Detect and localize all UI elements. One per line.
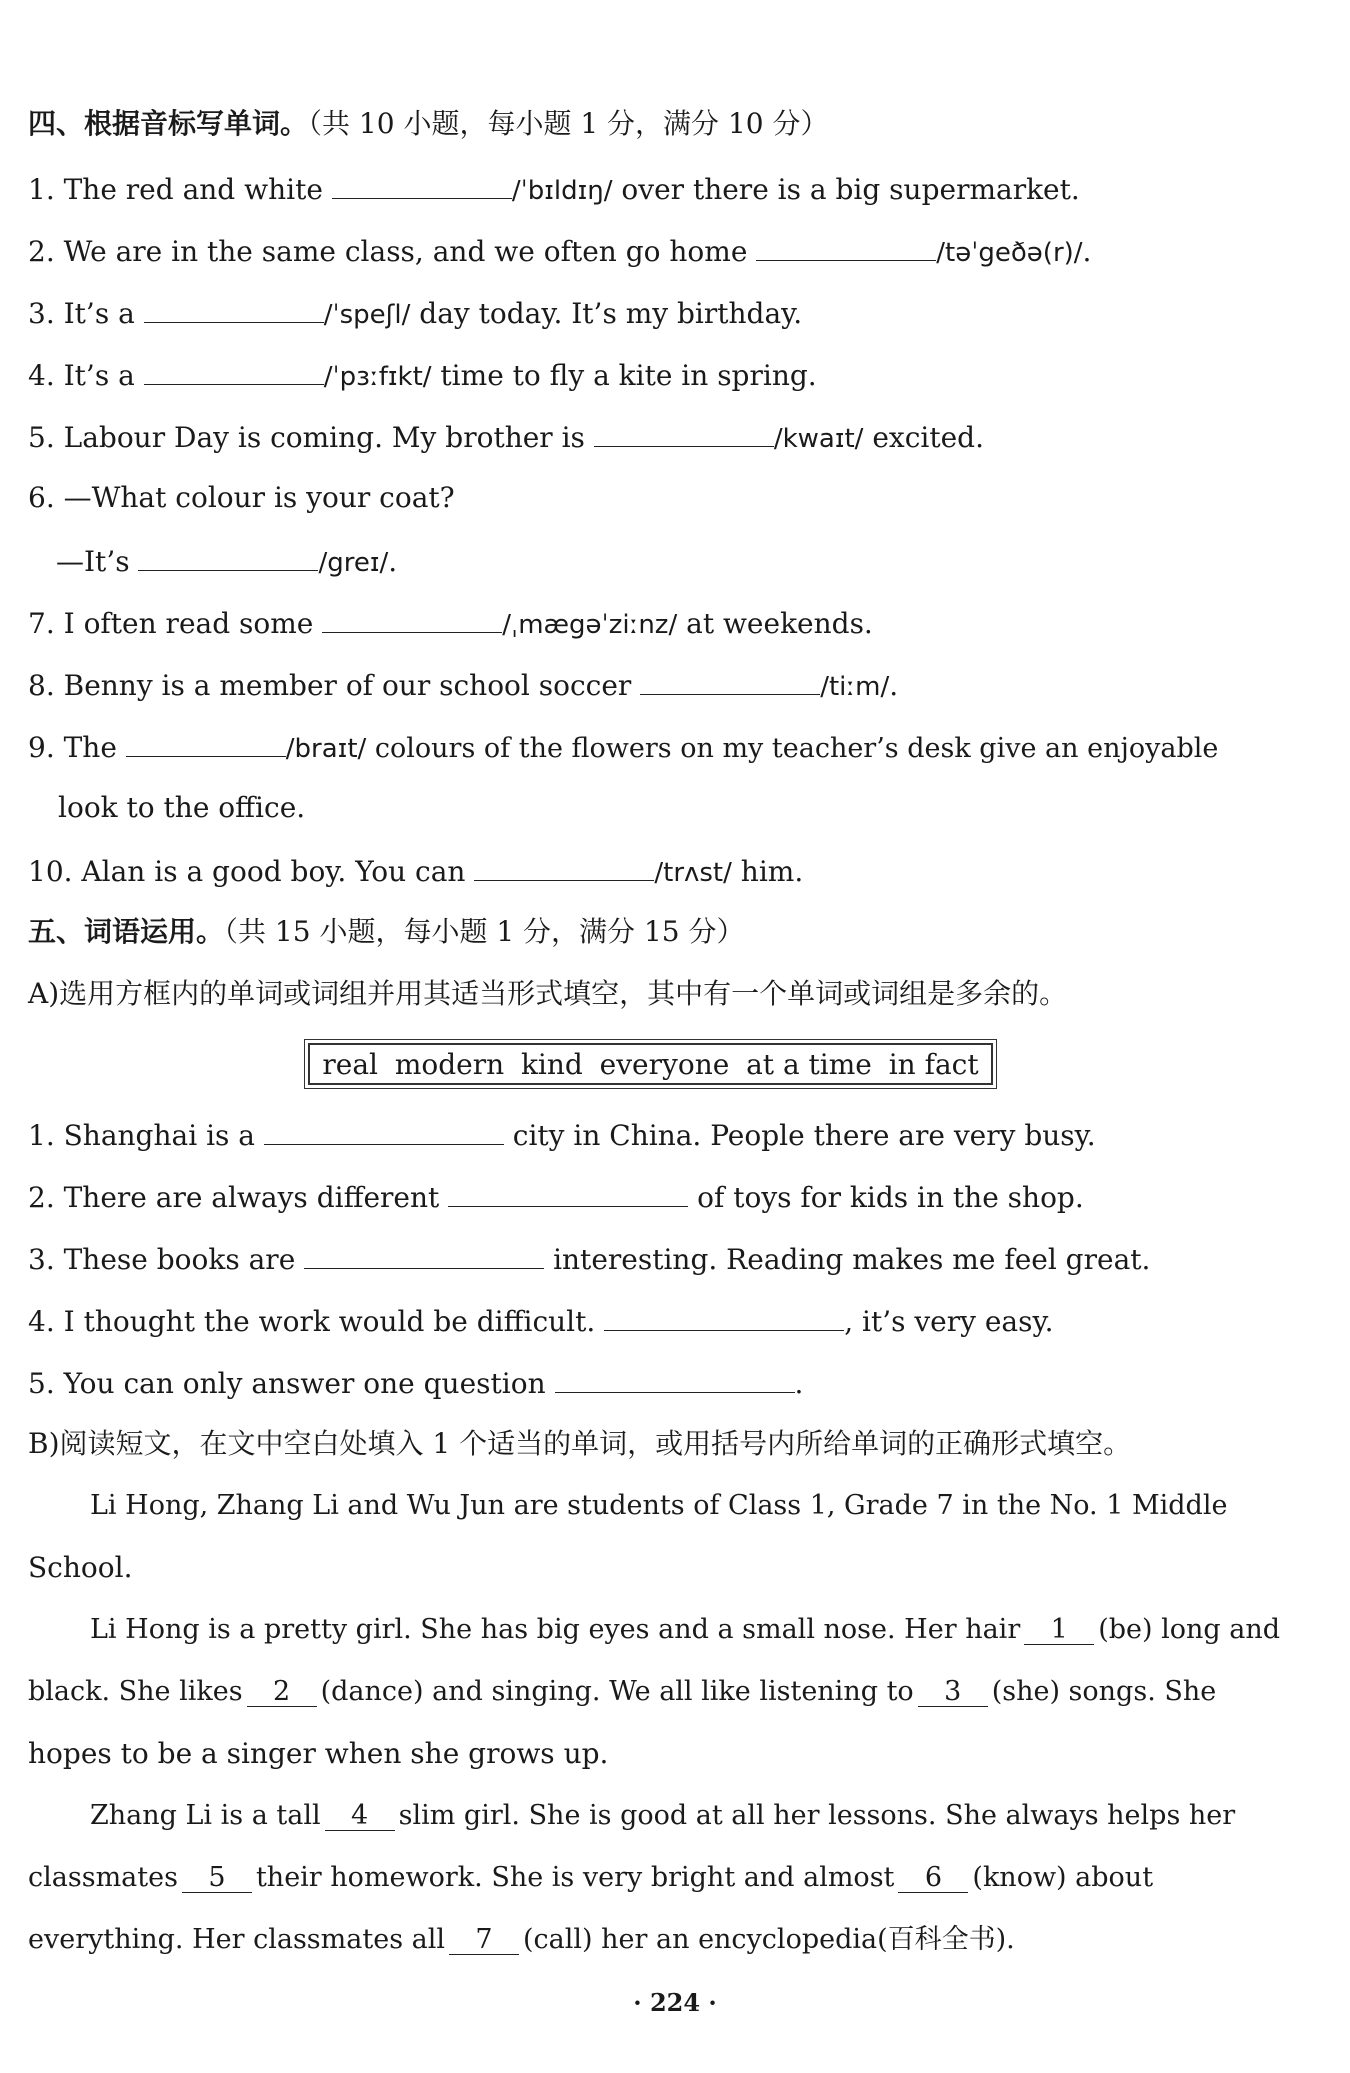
passage-text: Li Hong is a pretty girl. She has big eyes and a small nose. Her hair xyxy=(90,1614,1021,1645)
word-bank-item: in fact xyxy=(888,1047,979,1081)
phonetic: /greɪ/ xyxy=(318,548,389,578)
numbered-blank[interactable]: 6 xyxy=(898,1858,968,1893)
q-text: 1. The red and white xyxy=(28,173,332,206)
section5-title: 五、词语运用。 xyxy=(28,915,225,948)
instruction-text: A)选用方框内的单词或词组并用其适当形式填空，其中有一个单词或词组是多余的。 xyxy=(28,977,1068,1010)
part-b-instruction xyxy=(28,1424,1131,1464)
passage-line-3 xyxy=(90,1610,1280,1650)
q-text: 9. The xyxy=(28,731,126,764)
q4-7 xyxy=(28,602,873,645)
qa-4 xyxy=(28,1300,1054,1342)
q4-2 xyxy=(28,230,1091,273)
answer-blank[interactable] xyxy=(756,230,936,261)
q4-6a xyxy=(28,478,455,518)
passage-text: classmates xyxy=(28,1862,178,1893)
word-bank-item: everyone xyxy=(599,1047,730,1081)
phonetic: /braɪt/ xyxy=(285,734,367,764)
passage-text: hopes to be a singer when she grows up. xyxy=(28,1737,609,1770)
q-text: time to fly a kite in spring. xyxy=(431,359,817,392)
word-bank-item: modern xyxy=(394,1047,505,1081)
q-text: 6. —What colour is your coat? xyxy=(28,481,455,514)
q-text: 1. Shanghai is a xyxy=(28,1119,264,1152)
q-text: 2. We are in the same class, and we often go home xyxy=(28,235,757,268)
passage-text: slim girl. She is good at all her lessons. She always helps her xyxy=(398,1800,1236,1831)
answer-blank[interactable] xyxy=(126,726,286,757)
q4-4 xyxy=(28,354,817,397)
answer-blank[interactable] xyxy=(448,1176,688,1207)
word-bank-item: real xyxy=(322,1047,379,1081)
phonetic: /trʌst/ xyxy=(654,858,732,888)
phonetic: /kwaɪt/ xyxy=(773,424,864,454)
section5-heading xyxy=(28,912,745,952)
passage-line-5 xyxy=(28,1734,608,1774)
q-text: 5. Labour Day is coming. My brother is xyxy=(28,421,594,454)
numbered-blank[interactable]: 7 xyxy=(449,1920,519,1955)
q-text: , it’s very easy. xyxy=(844,1305,1054,1338)
q4-3 xyxy=(28,292,802,335)
phonetic: /tiːm/ xyxy=(820,672,890,702)
answer-blank[interactable] xyxy=(474,850,654,881)
q-text: look to the office. xyxy=(58,791,306,824)
q4-10 xyxy=(28,850,803,893)
passage-text: everything. Her classmates all xyxy=(28,1924,445,1955)
answer-blank[interactable] xyxy=(594,416,774,447)
passage-text: (call) her an encyclopedia(百科全书). xyxy=(523,1924,1015,1955)
q4-5 xyxy=(28,416,984,459)
numbered-blank[interactable]: 5 xyxy=(182,1858,252,1893)
qa-2 xyxy=(28,1176,1084,1218)
phonetic: /ˈpɜːfɪkt/ xyxy=(323,362,432,392)
q4-9-cont xyxy=(58,788,305,828)
q-text: city in China. People there are very busy. xyxy=(503,1119,1096,1152)
q-text: . xyxy=(889,669,899,702)
part-a-instruction xyxy=(28,974,1067,1014)
numbered-blank[interactable]: 3 xyxy=(918,1672,988,1707)
answer-blank[interactable] xyxy=(332,168,512,199)
answer-blank[interactable] xyxy=(322,602,502,633)
passage-text: (know) about xyxy=(972,1862,1154,1893)
answer-blank[interactable] xyxy=(604,1300,844,1331)
q-text: over there is a big supermarket. xyxy=(612,173,1080,206)
answer-blank[interactable] xyxy=(138,540,318,571)
q4-6b xyxy=(56,540,397,583)
q-text: excited. xyxy=(863,421,984,454)
answer-blank[interactable] xyxy=(144,354,324,385)
passage-text: Li Hong, Zhang Li and Wu Jun are students of Class 1, Grade 7 in the No. 1 Middle xyxy=(90,1490,1228,1521)
qa-5 xyxy=(28,1362,803,1404)
phonetic: /ˈspeʃl/ xyxy=(323,300,411,330)
q4-1 xyxy=(28,168,1080,211)
answer-blank[interactable] xyxy=(640,664,820,695)
q4-8 xyxy=(28,664,898,707)
q-text: . xyxy=(794,1367,804,1400)
q-text: day today. It’s my birthday. xyxy=(410,297,803,330)
phonetic: /təˈgeðə(r)/ xyxy=(936,238,1083,268)
q-text: . xyxy=(388,545,398,578)
answer-blank[interactable] xyxy=(144,292,324,323)
numbered-blank[interactable]: 1 xyxy=(1024,1610,1094,1645)
phonetic: /ˌmægəˈziːnz/ xyxy=(502,610,678,640)
answer-blank[interactable] xyxy=(264,1114,504,1145)
passage-text: their homework. She is very bright and almost xyxy=(255,1862,895,1893)
word-bank-box xyxy=(308,1043,993,1085)
word-bank-item: kind xyxy=(520,1047,583,1081)
q-text: 2. There are always different xyxy=(28,1181,449,1214)
q-text: at weekends. xyxy=(677,607,873,640)
passage-text: (dance) and singing. We all like listening to xyxy=(320,1676,914,1707)
q-text: . xyxy=(1082,235,1092,268)
q-text: 7. I often read some xyxy=(28,607,323,640)
passage-line-2 xyxy=(28,1548,132,1588)
q4-9 xyxy=(28,726,1218,769)
section5-note: （共 15 小题，每小题 1 分，满分 15 分） xyxy=(224,915,745,948)
qa-1 xyxy=(28,1114,1096,1156)
passage-line-6 xyxy=(90,1796,1235,1836)
section4-title: 四、根据音标写单词。 xyxy=(28,107,309,140)
passage-line-7 xyxy=(28,1858,1153,1898)
passage-text: Zhang Li is a tall xyxy=(90,1800,321,1831)
q-text: 5. You can only answer one question xyxy=(28,1367,555,1400)
passage-line-4 xyxy=(28,1672,1216,1712)
q-text: 3. It’s a xyxy=(28,297,144,330)
answer-blank[interactable] xyxy=(555,1362,795,1393)
numbered-blank[interactable]: 2 xyxy=(247,1672,317,1707)
qa-3 xyxy=(28,1238,1150,1280)
q-text: interesting. Reading makes me feel great. xyxy=(544,1243,1151,1276)
passage-text: (she) songs. She xyxy=(991,1676,1217,1707)
q-text: colours of the flowers on my teacher’s desk give an enjoyable xyxy=(366,733,1219,764)
q-text: —It’s xyxy=(56,545,139,578)
section4-heading xyxy=(28,104,829,144)
passage-text: School. xyxy=(28,1551,133,1584)
q-text: of toys for kids in the shop. xyxy=(688,1181,1084,1214)
passage-text: black. She likes xyxy=(28,1676,243,1707)
phonetic: /ˈbɪldɪŋ/ xyxy=(511,176,613,206)
q-text: 8. Benny is a member of our school soccer xyxy=(28,669,641,702)
q-text: 4. I thought the work would be difficult. xyxy=(28,1305,605,1338)
numbered-blank[interactable]: 4 xyxy=(325,1796,395,1831)
section4-note: （共 10 小题，每小题 1 分，满分 10 分） xyxy=(308,107,829,140)
answer-blank[interactable] xyxy=(304,1238,544,1269)
passage-text: (be) long and xyxy=(1098,1614,1281,1645)
q-text: him. xyxy=(731,855,804,888)
word-bank-item: at a time xyxy=(746,1047,872,1081)
instruction-text: B)阅读短文，在文中空白处填入 1 个适当的单词，或用括号内所给单词的正确形式填空。 xyxy=(28,1427,1132,1460)
page-number: · 224 · xyxy=(633,1988,717,2017)
passage-line-8 xyxy=(28,1920,1015,1960)
q-text: 4. It’s a xyxy=(28,359,144,392)
passage-line-1 xyxy=(90,1486,1227,1526)
q-text: 10. Alan is a good boy. You can xyxy=(28,855,475,888)
q-text: 3. These books are xyxy=(28,1243,305,1276)
